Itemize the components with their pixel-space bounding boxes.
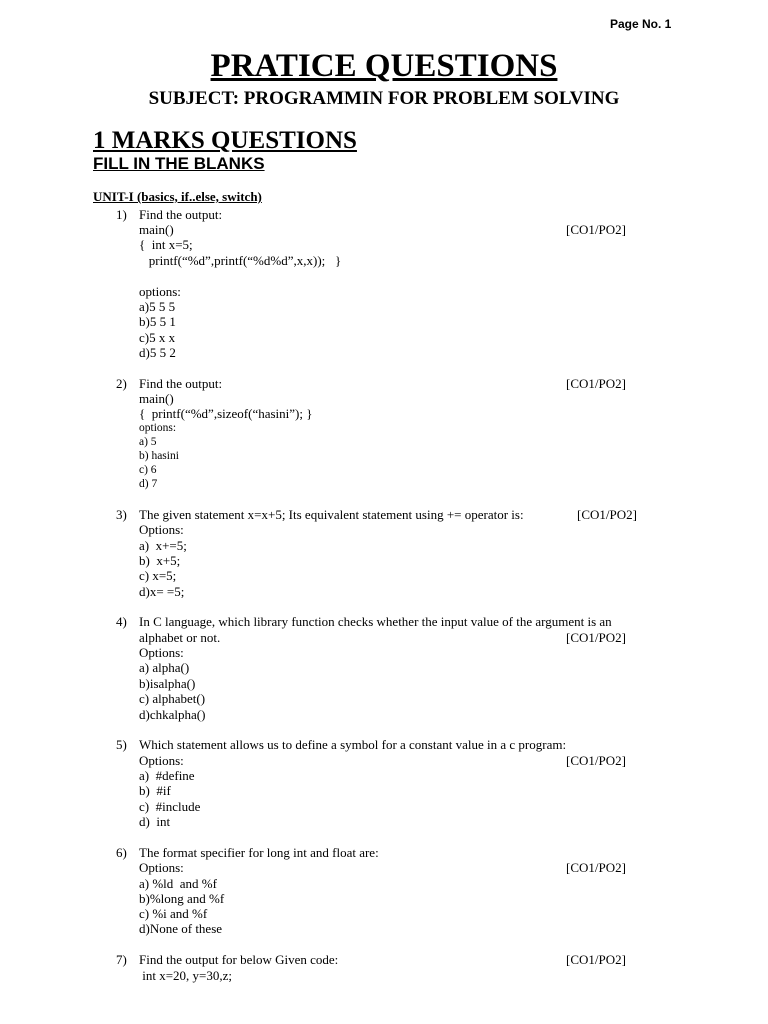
- options-label: Options:: [139, 522, 184, 537]
- page-number: Page No. 1: [610, 17, 672, 31]
- option-a: a) x+=5;: [139, 538, 187, 553]
- co-tag: [CO1/PO2]: [566, 753, 626, 768]
- option-d: d)None of these: [139, 921, 223, 936]
- option-d: d) int: [139, 814, 171, 829]
- option-d: d) 7: [139, 478, 158, 490]
- option-b: b) x+5;: [139, 553, 181, 568]
- question-text: The format specifier for long int and float are:: [139, 845, 379, 860]
- option-c: c) %i and %f: [139, 906, 208, 921]
- options-label: Options:: [139, 645, 184, 660]
- option-d: d)x= =5;: [139, 584, 185, 599]
- section-heading: 1 MARKS QUESTIONS: [93, 127, 357, 154]
- option-b: b) hasini: [139, 450, 179, 462]
- question-text: Which statement allows us to define a symbol for a constant value in a c program:: [139, 737, 567, 752]
- option-d: d)chkalpha(): [139, 707, 206, 722]
- option-c: c) x=5;: [139, 568, 177, 583]
- co-tag: [CO1/PO2]: [566, 222, 626, 237]
- question-text: alphabet or not.: [139, 630, 221, 645]
- option-b: b)%long and %f: [139, 891, 225, 906]
- question-text: In C language, which library function checks whether the input value of the argument is an: [139, 614, 612, 629]
- subject-heading: SUBJECT: PROGRAMMIN FOR PROBLEM SOLVING: [148, 88, 620, 109]
- unit-heading: UNIT-I (basics, if..else, switch): [93, 189, 262, 204]
- question-number: 3): [116, 507, 127, 522]
- co-tag: [CO1/PO2]: [566, 630, 626, 645]
- code-line: printf(“%d”,printf(“%d%d”,x,x)); }: [139, 253, 342, 268]
- option-b: b) #if: [139, 783, 171, 798]
- option-a: a)5 5 5: [139, 299, 176, 314]
- option-c: c) 6: [139, 464, 157, 476]
- option-a: a) #define: [139, 768, 195, 783]
- question-number: 4): [116, 614, 127, 629]
- options-label: options:: [139, 422, 177, 434]
- options-label: Options:: [139, 860, 184, 875]
- code-line: main(): [139, 391, 174, 406]
- code-line: { printf(“%d”,sizeof(“hasini”); }: [139, 406, 313, 421]
- question-number: 1): [116, 207, 127, 222]
- question-text: Find the output for below Given code:: [139, 952, 339, 967]
- option-c: c) alphabet(): [139, 691, 206, 706]
- question-number: 7): [116, 952, 127, 967]
- code-line: int x=20, y=30,z;: [139, 968, 233, 983]
- question-text: The given statement x=x+5; Its equivalent statement using += operator is:: [139, 507, 524, 522]
- options-label: Options:: [139, 753, 184, 768]
- co-tag: [CO1/PO2]: [577, 507, 637, 522]
- option-a: a) alpha(): [139, 660, 190, 675]
- code-line: main(): [139, 222, 174, 237]
- co-tag: [CO1/PO2]: [566, 376, 626, 391]
- option-b: b)5 5 1: [139, 314, 176, 329]
- option-b: b)isalpha(): [139, 676, 196, 691]
- document-title: PRATICE QUESTIONS: [210, 48, 558, 84]
- subsection-heading: FILL IN THE BLANKS: [93, 154, 265, 173]
- option-d: d)5 5 2: [139, 345, 176, 360]
- option-c: c)5 x x: [139, 330, 176, 345]
- question-text: Find the output:: [139, 207, 223, 222]
- question-text: Find the output:: [139, 376, 223, 391]
- options-label: options:: [139, 284, 181, 299]
- option-a: a) %ld and %f: [139, 876, 217, 891]
- co-tag: [CO1/PO2]: [566, 860, 626, 875]
- question-number: 5): [116, 737, 127, 752]
- question-number: 6): [116, 845, 127, 860]
- option-a: a) 5: [139, 436, 157, 448]
- code-line: { int x=5;: [139, 237, 193, 252]
- question-number: 2): [116, 376, 127, 391]
- option-c: c) #include: [139, 799, 201, 814]
- co-tag: [CO1/PO2]: [566, 952, 626, 967]
